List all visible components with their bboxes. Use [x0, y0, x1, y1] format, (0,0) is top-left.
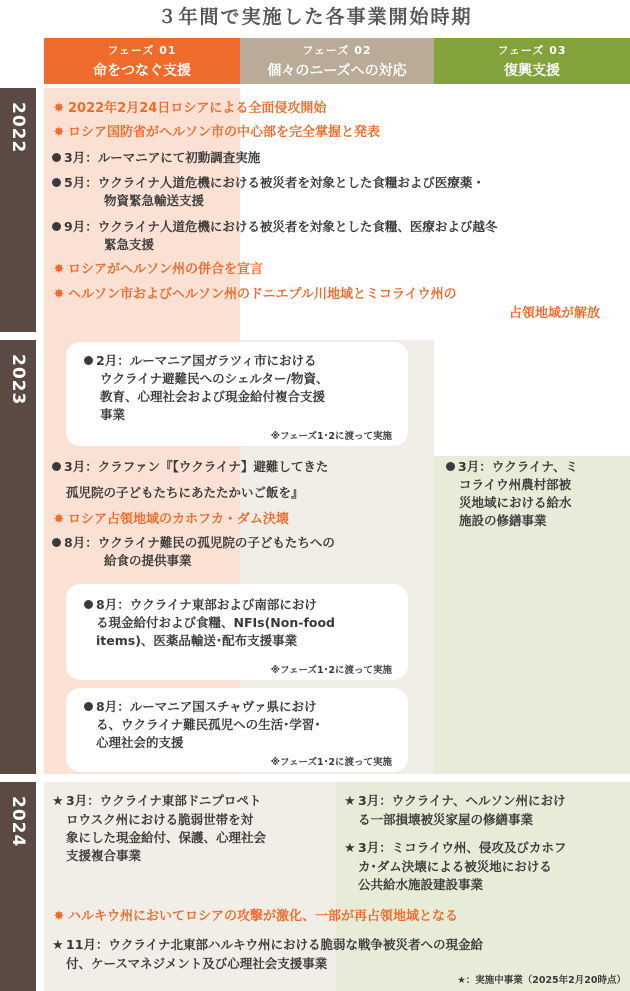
card-line: items)、医薬品輸送･配布支援事業 — [96, 633, 298, 648]
project-text: 緊急支援 — [104, 237, 155, 252]
section-2024-right — [344, 792, 628, 894]
bullet-icon — [52, 462, 61, 471]
bullet-icon — [52, 538, 61, 547]
project-item — [52, 174, 630, 210]
phase-label: 個々のニーズへの対応 — [267, 63, 407, 79]
year-bar-2023 — [0, 340, 36, 774]
event-text: ハルキウ州においてロシアの攻撃が激化、一部が再占領地域となる — [68, 909, 459, 924]
project-text: 支援複合事業 — [66, 848, 142, 863]
project-text: 象にした現金給付、保護、心理社会 — [66, 830, 267, 845]
project-text: カ･ダム決壊による被災地における — [358, 859, 552, 874]
project-text: 給食の提供事業 — [104, 553, 192, 568]
year-label: 2023 — [8, 354, 28, 406]
card-line: 8月：ルーマニア国スチャヴァ県におけ — [96, 699, 317, 714]
bullet-icon — [84, 702, 93, 711]
star-icon: ★ — [344, 841, 356, 856]
star-icon: ★ — [52, 938, 64, 953]
burst-icon: ✸ — [53, 909, 65, 924]
project-text: 災地域における給水 — [459, 495, 572, 510]
section-2023-right — [446, 458, 626, 530]
year-bar-2022 — [0, 88, 36, 332]
bullet-icon — [84, 600, 93, 609]
phase-header-01 — [44, 38, 240, 84]
project-text: 11月：ウクライナ北東部ハルキウ州における脆弱な戦争被災者への現金給 — [66, 937, 484, 952]
project-item — [52, 458, 432, 476]
project-item — [52, 534, 432, 570]
star-icon: ★ — [344, 794, 356, 809]
project-text: 3月：ミコライウ州、侵攻及びカホフ — [358, 840, 567, 855]
section-2024-bottom — [52, 908, 630, 973]
project-item — [52, 936, 630, 955]
section-2022 — [52, 100, 630, 323]
burst-icon: ✸ — [53, 512, 65, 527]
project-text: 3月：ウクライナ、ミ — [458, 459, 578, 474]
project-text: 3月：クラファン『【ウクライナ】避難してきた — [64, 459, 329, 474]
phase-name: フェーズ 01 — [107, 44, 177, 57]
year-label: 2022 — [8, 102, 28, 154]
event-item — [52, 511, 432, 529]
project-text: る一部損壊被災家屋の修繕事業 — [358, 812, 534, 827]
event-text: ロシア占領地域のカホフカ・ダム決壊 — [68, 512, 289, 527]
card-note: ※フェーズ1･2に渡って実施 — [270, 431, 392, 442]
project-text: 9月：ウクライナ人道危機における被災者を対象とした食糧、医療および越冬 — [64, 219, 498, 234]
project-card — [66, 342, 408, 446]
card-text — [84, 698, 394, 716]
card-text — [84, 352, 394, 370]
bullet-icon — [52, 178, 61, 187]
phase-label: 命をつなぐ支援 — [93, 63, 191, 79]
project-text: 物資緊急輸送支援 — [104, 193, 205, 208]
card-line: 2月：ルーマニア国ガラツィ市における — [96, 353, 317, 368]
project-card — [66, 584, 408, 680]
event-text: 2022年2月24日ロシアによる全面侵攻開始 — [68, 101, 327, 116]
event-item — [52, 100, 630, 118]
project-text: 8月：ウクライナ難民の孤児院の子どもたちへの — [64, 535, 335, 550]
year-bar-2024 — [0, 782, 36, 991]
project-item — [344, 839, 628, 858]
project-text: 付、ケースマネジメント及び心理社会支援事業 — [66, 956, 328, 971]
event-item — [52, 261, 630, 279]
card-line: 事業 — [100, 407, 126, 422]
event-item — [52, 124, 630, 142]
event-text: ロシア国防省がヘルソン市の中心部を完全掌握と発表 — [68, 125, 381, 140]
project-text: 公共給水施設建設事業 — [358, 877, 484, 892]
phase-header-03 — [434, 38, 630, 84]
bullet-icon — [446, 462, 455, 471]
burst-icon: ✸ — [53, 125, 65, 140]
card-text — [84, 596, 394, 614]
project-item — [446, 458, 626, 476]
bullet-icon — [52, 153, 61, 162]
project-text: 3月：ウクライナ、ヘルソン州におけ — [358, 793, 566, 808]
year-label: 2024 — [8, 796, 28, 848]
card-line: ウクライナ避難民へのシェルター/物資、 — [100, 371, 329, 386]
phase-name: フェーズ 02 — [302, 44, 372, 57]
star-icon: ★ — [52, 794, 64, 809]
project-item — [52, 149, 630, 167]
project-text: コライウ州農村部被 — [459, 477, 572, 492]
burst-icon: ✸ — [53, 101, 65, 116]
project-text: 5月：ウクライナ人道危機における被災者を対象とした食糧および医療薬・ — [64, 175, 485, 190]
card-line: 8月：ウクライナ東部および南部におけ — [96, 597, 317, 612]
project-text: ロウスク州における脆弱世帯を対 — [66, 812, 254, 827]
section-2024-left — [52, 792, 334, 865]
phase-label: 復興支援 — [504, 63, 560, 79]
section-2023-left — [52, 458, 432, 570]
project-item — [344, 792, 628, 811]
page-title: ３年間で実施した各事業開始時期 — [157, 6, 473, 28]
project-item — [52, 792, 334, 811]
card-note: ※フェーズ1･2に渡って実施 — [270, 665, 392, 676]
event-item — [52, 908, 630, 926]
card-line: 心理社会的支援 — [96, 735, 184, 750]
card-line: 教育、心理社会および現金給付複合支援 — [100, 389, 326, 404]
event-text: ヘルソン市およびヘルソン州のドニエプル川地域とミコライウ州の — [68, 287, 457, 302]
event-text: ロシアがヘルソン州の併合を宣言 — [68, 262, 264, 277]
phase-name: フェーズ 03 — [497, 44, 567, 57]
footnote: ★：実施中事業（2025年2月20時点） — [457, 975, 626, 986]
burst-icon: ✸ — [53, 287, 65, 302]
project-text: 孤児院の子どもたちにあたたかいご飯を』 — [66, 485, 304, 500]
event-item — [52, 286, 630, 304]
project-card — [66, 688, 408, 772]
project-text: 3月：ルーマニアにて初動調査実施 — [64, 150, 261, 165]
bullet-icon — [84, 356, 93, 365]
card-note: ※フェーズ1･2に渡って実施 — [270, 757, 392, 768]
card-line: る、ウクライナ難民孤児への生活･学習･ — [96, 717, 321, 732]
bullet-icon — [52, 222, 61, 231]
project-text: 3月：ウクライナ東部ドニプロペト — [66, 793, 262, 808]
project-item — [52, 218, 630, 254]
burst-icon: ✸ — [53, 262, 65, 277]
event-text-cont: 占領地域が解放 — [508, 306, 600, 321]
project-text: 施設の修繕事業 — [459, 513, 547, 528]
card-line: る現金給付および食糧、NFIs(Non-food — [96, 615, 336, 630]
phase-header-02 — [240, 38, 434, 84]
